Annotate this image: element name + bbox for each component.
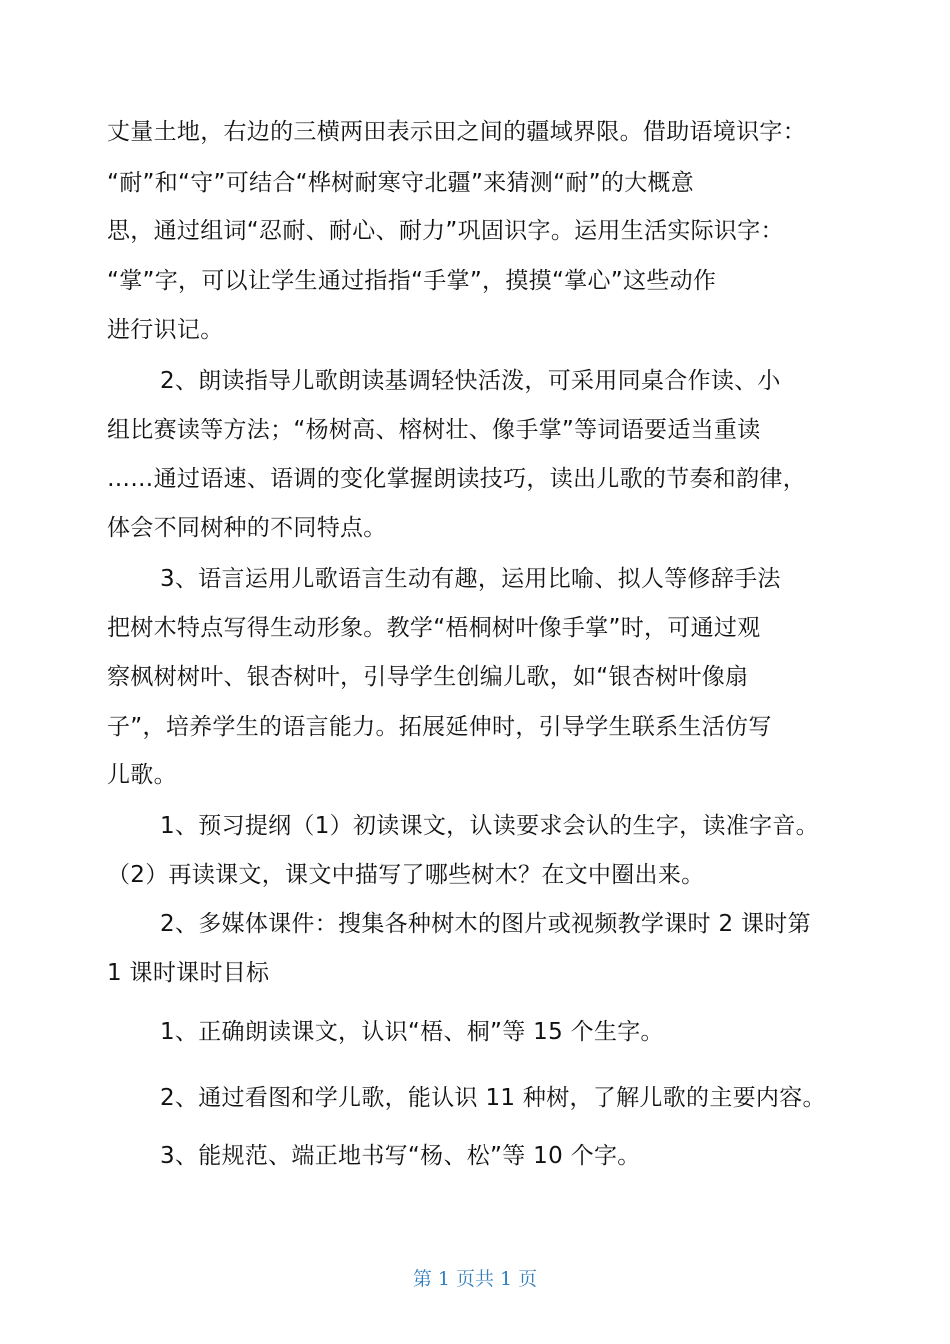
objective-line: 2、通过看图和学儿歌，能认识 11 种树，了解儿歌的主要内容。 — [160, 1085, 826, 1111]
text-line: （2）再读课文，课文中描写了哪些树木？在文中圈出来。 — [107, 862, 705, 888]
text-line: 儿歌。 — [107, 762, 177, 788]
text-line: 进行识记。 — [107, 317, 224, 343]
text-line: ……通过语速、语调的变化掌握朗读技巧，读出儿歌的节奏和韵律， — [107, 466, 806, 492]
text-line: 体会不同树种的不同特点。 — [107, 515, 387, 541]
page-number-footer: 第 1 页共 1 页 — [412, 1268, 538, 1290]
text-line: 1 课时课时目标 — [107, 960, 270, 986]
text-line: 丈量土地，右边的三横两田表示田之间的疆域界限。借助语境识字： — [107, 119, 806, 145]
paragraph-start-line: 1、预习提纲（1）初读课文，认读要求会认的生字，读准字音。 — [160, 813, 819, 839]
text-line: 子”，培养学生的语言能力。拓展延伸时，引导学生联系生活仿写 — [107, 714, 772, 740]
objective-line: 1、正确朗读课文，认识“梧、桐”等 15 个生字。 — [160, 1019, 664, 1045]
paragraph-start-line: 3、语言运用儿歌语言生动有趣，运用比喻、拟人等修辞手法 — [160, 566, 781, 592]
text-line: “掌”字，可以让学生通过指指“手掌”，摸摸“掌心”这些动作 — [107, 268, 717, 294]
objective-line: 3、能规范、端正地书写“杨、松”等 10 个字。 — [160, 1143, 641, 1169]
text-line: 把树木特点写得生动形象。教学“梧桐树叶像手掌”时，可通过观 — [107, 615, 761, 641]
text-line: 思，通过组词“忍耐、耐心、耐力”巩固识字。运用生活实际识字： — [107, 218, 784, 244]
text-line: 察枫树树叶、银杏树叶，引导学生创编儿歌，如“银杏树叶像扇 — [107, 664, 749, 690]
text-line: 组比赛读等方法；“杨树高、榕树壮、像手掌”等词语要适当重读 — [107, 417, 761, 443]
paragraph-start-line: 2、朗读指导儿歌朗读基调轻快活泼，可采用同桌合作读、小 — [160, 368, 781, 394]
text-line: “耐”和“守”可结合“桦树耐寒守北疆”来猜测“耐”的大概意 — [107, 170, 695, 196]
paragraph-start-line: 2、多媒体课件：搜集各种树木的图片或视频教学课时 2 课时第 — [160, 911, 811, 937]
